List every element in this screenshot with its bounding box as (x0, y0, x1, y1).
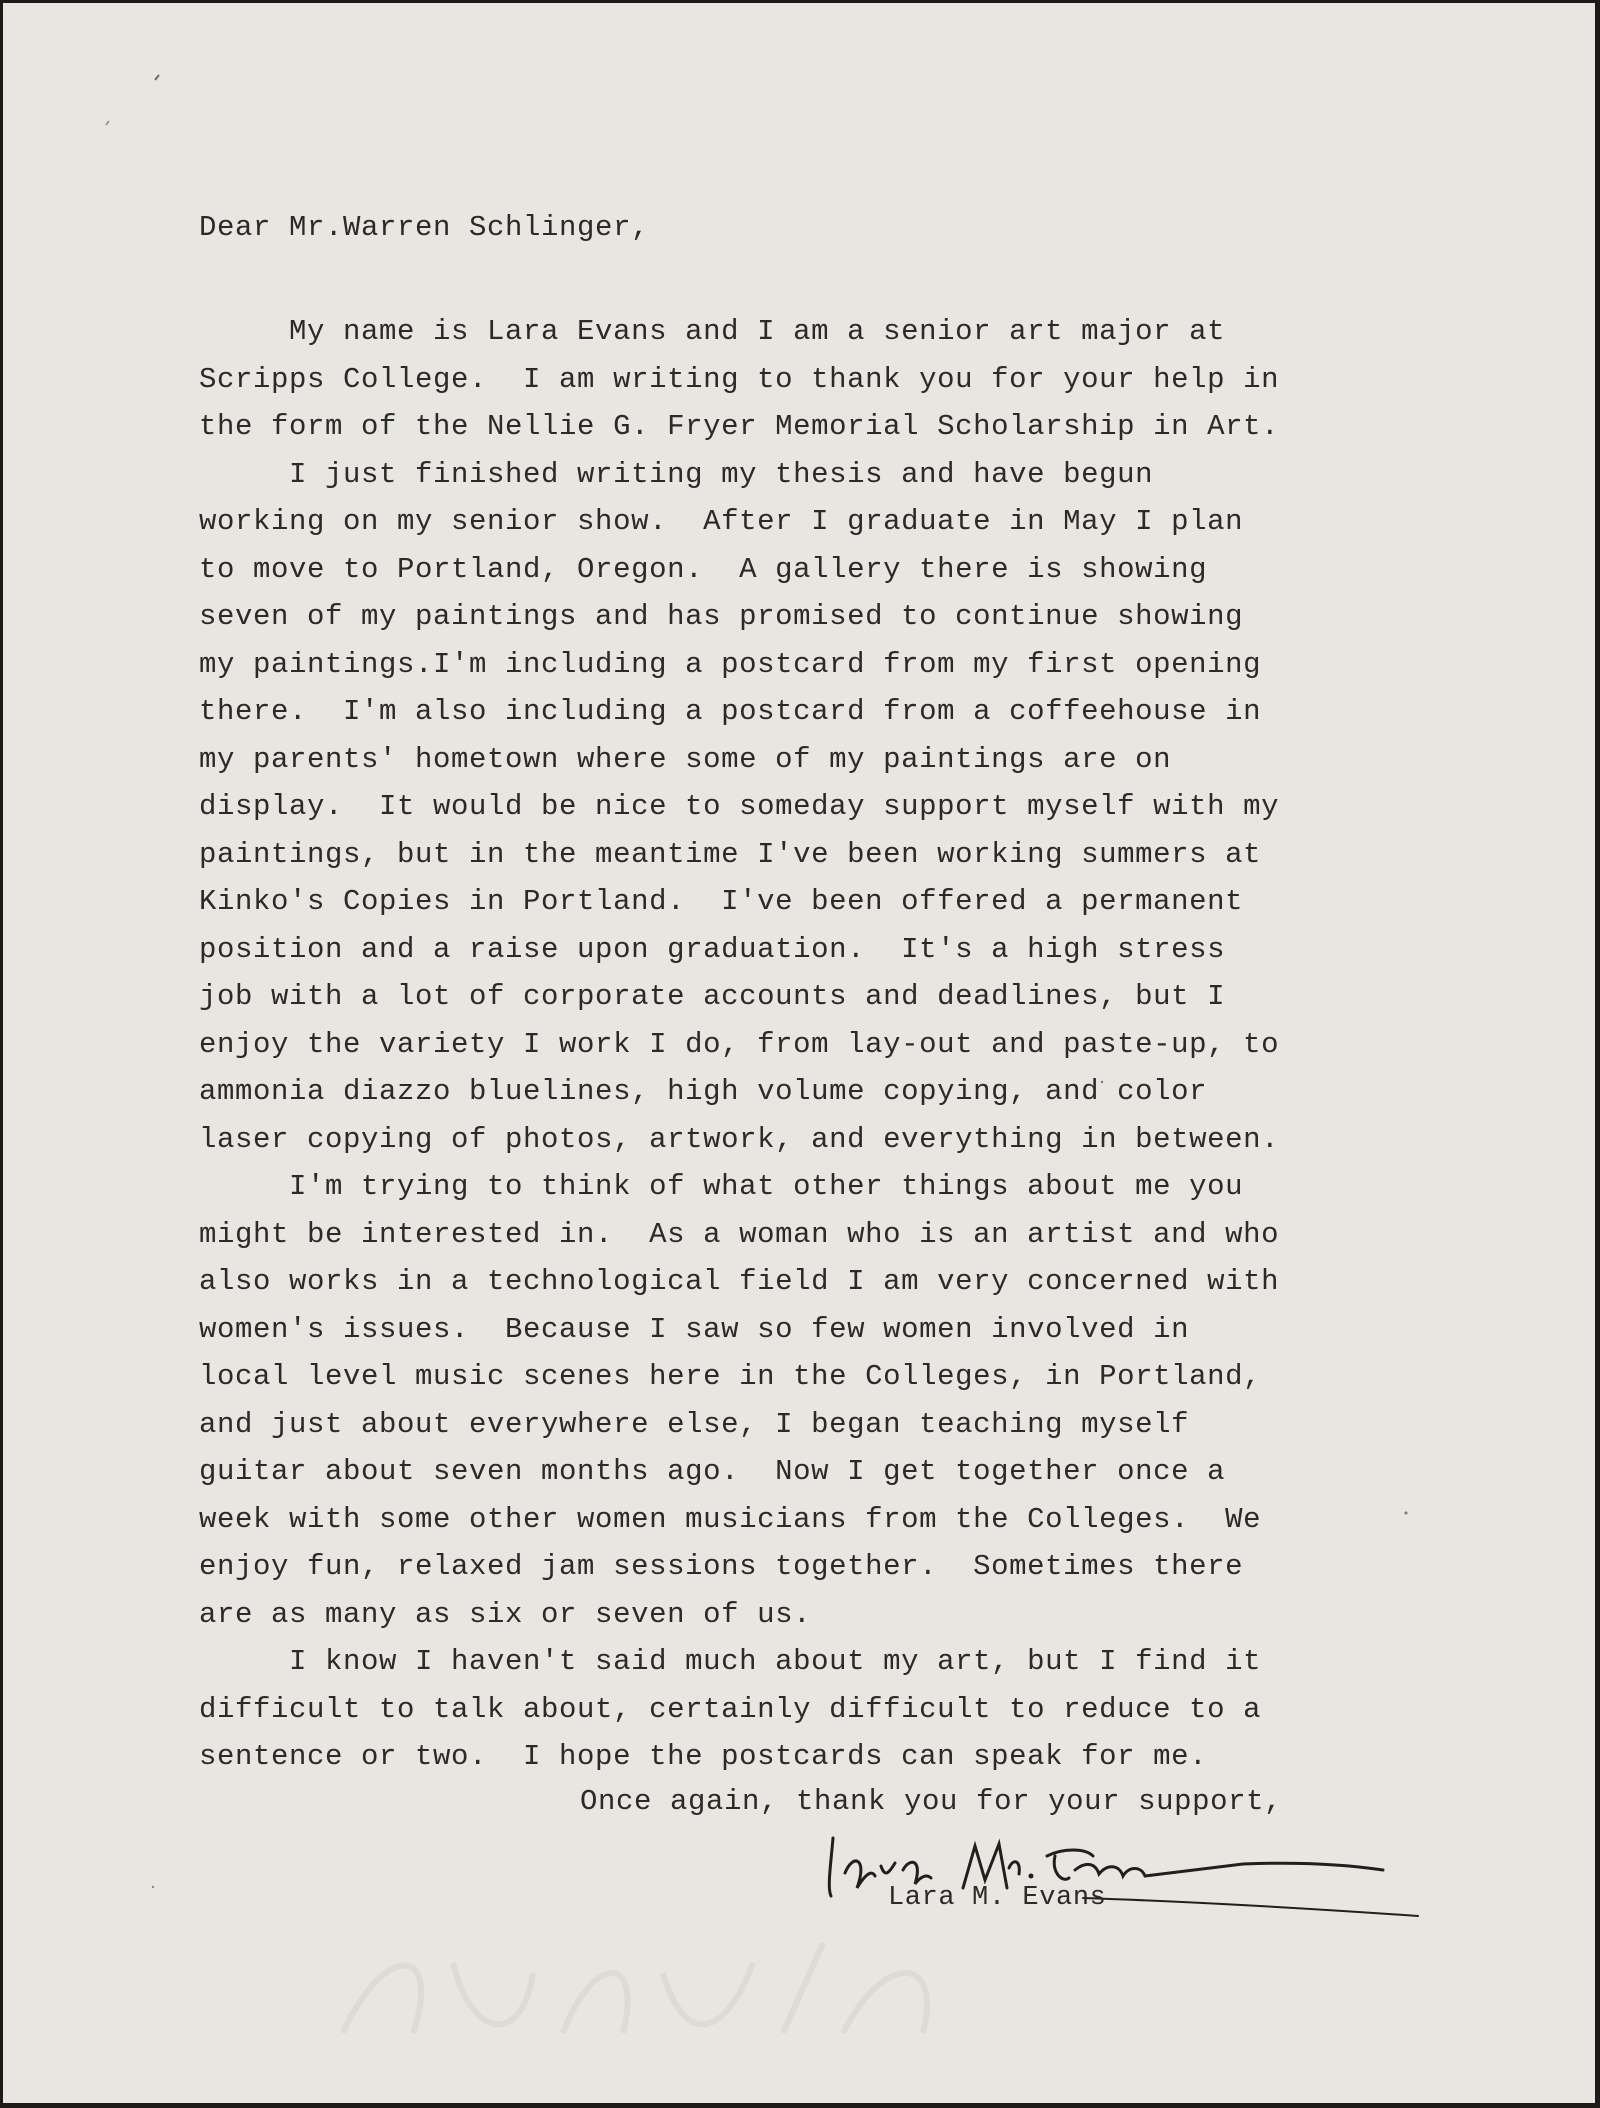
letter-body: My name is Lara Evans and I am a senior art major at Scripps College. I am writing to thank you for your help in the form of the Nellie G. Fryer Memorial Scholarship in Art. I just finished writing my thesis and have begun working on my senior show. After I graduate in May I plan to move to Portland, Oregon. A gallery there is showing seven of my paintings and has promised to continue showing my paintings.I'm including a postcard from my first opening there. I'm also including a postcard from a coffeehouse in my parents' hometown where some of my paintings are on display. It would be nice to someday support myself with my paintings, but in the meantime I've been working summers at Kinko's Copies in Portland. I've been offered a permanent position and a raise upon graduation. It's a high stress job with a lot of corporate accounts and deadlines, but I enjoy the variety I work I do, from lay-out and paste-up, to ammonia diazzo bluelines, high volume copying, and color laser copying of photos, artwork, and everything in between. I'm trying to think of what other things about me you might be interested in. As a woman who is an artist and who also works in a technological field I am very concerned with women's issues. Because I saw so few women involved in local level music scenes here in the Colleges, in Portland, and just about everywhere else, I began teaching myself guitar about seven months ago. Now I get together once a week with some other women musicians from the Colleges. We enjoy fun, relaxed jam sessions together. Sometimes there are as many as six or seven of us. I know I haven't said much about my art, but I find it difficult to talk about, certainly difficult to reduce to a sentence or two. I hope the postcards can speak for me. (199, 315, 1280, 1773)
closing-line: Once again, thank you for your support, (580, 1785, 1283, 1818)
salutation: Dear Mr.Warren Schlinger, (199, 211, 650, 244)
typed-signature-name: Lara M. Evans (888, 1883, 1107, 1913)
letter-paper (3, 3, 1595, 2103)
